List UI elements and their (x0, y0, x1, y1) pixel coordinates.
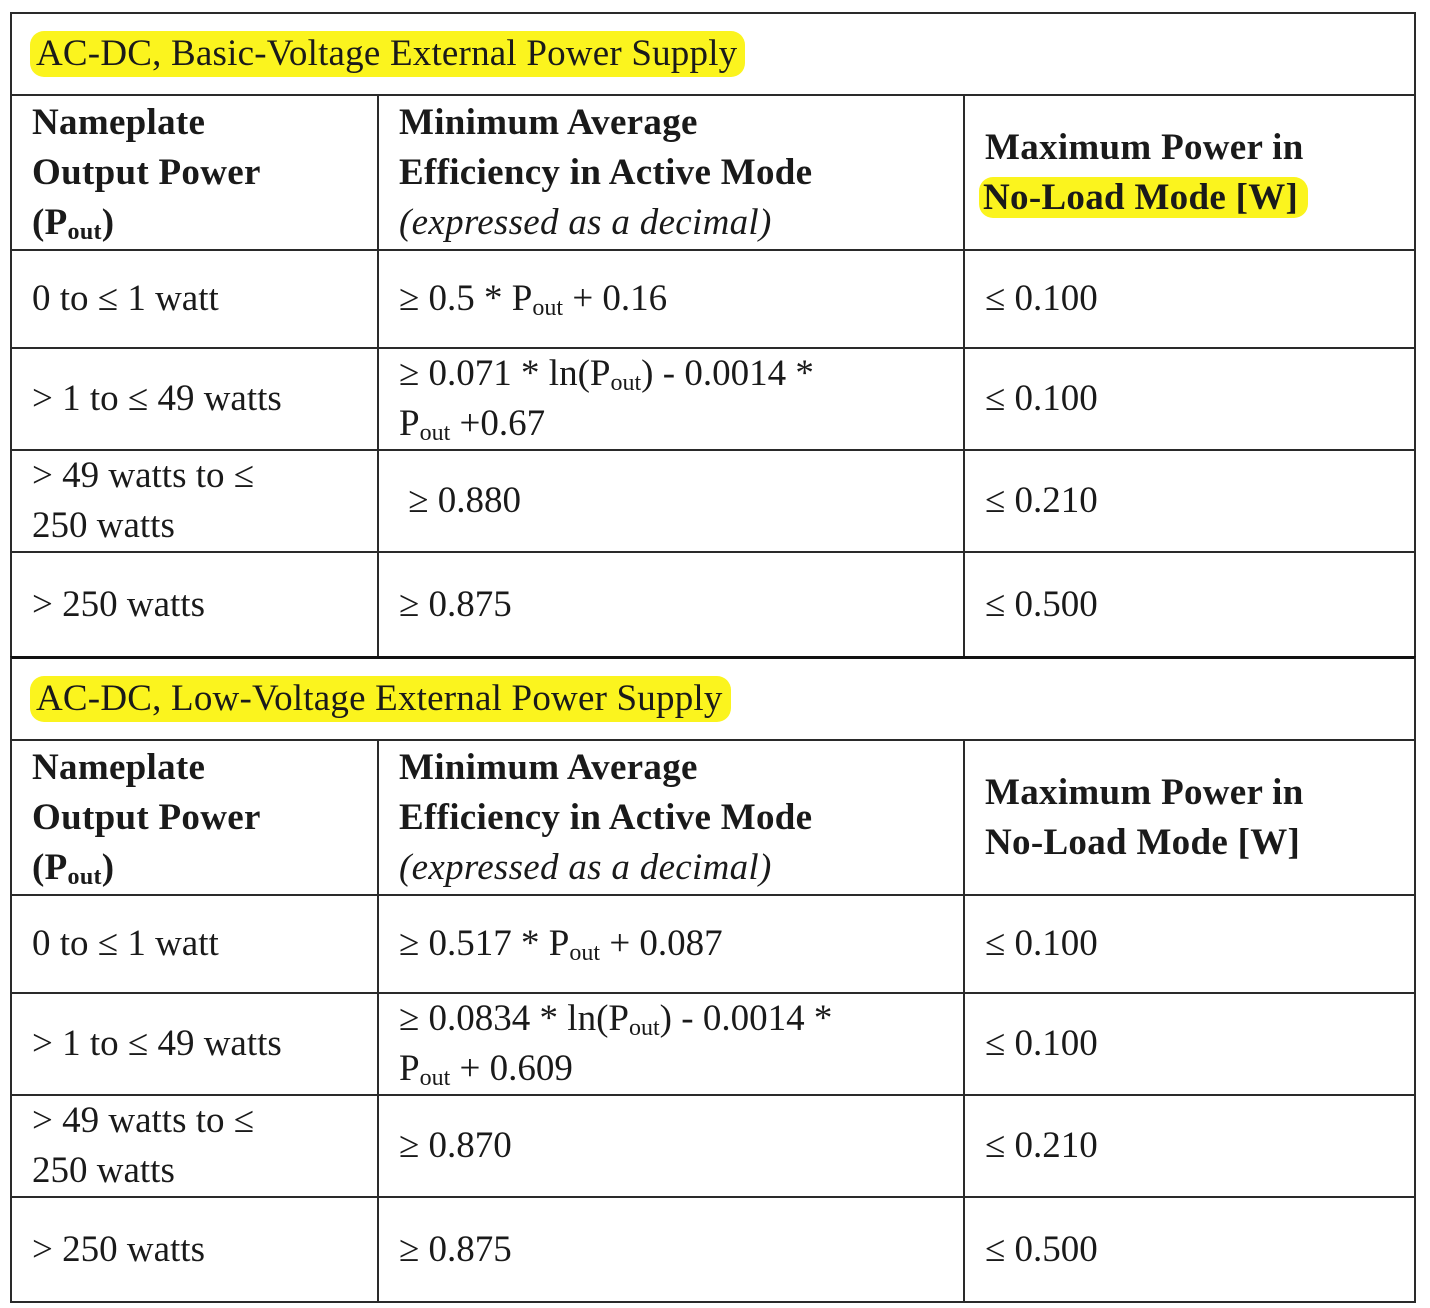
section-title-row (12, 659, 1414, 741)
noload-cell: ≤ 0.500 (964, 552, 1414, 656)
header-text: Maximum Power in (985, 126, 1304, 168)
header-note: (expressed as a decimal) (399, 201, 772, 243)
table-row (12, 348, 1414, 450)
header-text: Minimum Average (399, 746, 698, 788)
document-page (10, 12, 1416, 1303)
noload-cell: ≤ 0.500 (964, 1197, 1414, 1301)
header-text: $(P_{out})$ (32, 201, 115, 245)
table-row (12, 450, 1414, 552)
noload-cell: ≤ 0.100 (964, 895, 1414, 993)
range-cell: 0 to ≤ 1 watt (12, 250, 378, 348)
table-row (12, 1197, 1414, 1301)
range-cell: > 1 to ≤ 49 watts (12, 348, 378, 450)
header-text: Nameplate (32, 746, 206, 788)
efficiency-cell: ≥ 0.875 (378, 1197, 964, 1301)
table-row (12, 895, 1414, 993)
noload-cell: ≤ 0.210 (964, 1095, 1414, 1197)
header-max-noload-power (964, 741, 1414, 895)
basic-voltage-section (10, 12, 1416, 658)
noload-cell: ≤ 0.100 (964, 250, 1414, 348)
header-max-noload-power (964, 96, 1414, 250)
range-cell: 0 to ≤ 1 watt (12, 895, 378, 993)
section-title: AC-DC, Low-Voltage External Power Supply (30, 676, 731, 722)
noload-cell: ≤ 0.100 (964, 348, 1414, 450)
efficiency-cell: ≥ $0.071 * \ln(P_{out}) - 0.0014$ * $P_{out} +0.67$ (378, 348, 964, 450)
table-row (12, 552, 1414, 656)
basic-voltage-table (12, 96, 1414, 656)
header-text: Output Power (32, 796, 261, 838)
header-min-avg-efficiency (378, 96, 964, 250)
range-cell: > 49 watts to ≤ 250 watts (12, 450, 378, 552)
table-row (12, 993, 1414, 1095)
header-text: Output Power (32, 151, 261, 193)
header-text: Efficiency in Active Mode (399, 796, 813, 838)
range-cell: > 49 watts to ≤ 250 watts (12, 1095, 378, 1197)
efficiency-cell: ≥ $0.517 * P_{out} + 0.087$ (378, 895, 964, 993)
efficiency-cell: ≥ 0.880 (378, 450, 964, 552)
noload-cell: ≤ 0.210 (964, 450, 1414, 552)
header-min-avg-efficiency (378, 741, 964, 895)
header-row (12, 96, 1414, 250)
efficiency-cell: ≥ $0.0834 * \ln(P_{out}) - 0.0014$ * $P_{out} + 0.609$ (378, 993, 964, 1095)
range-cell: > 1 to ≤ 49 watts (12, 993, 378, 1095)
header-text: Efficiency in Active Mode (399, 151, 813, 193)
header-nameplate-output-power (12, 96, 378, 250)
section-title-row (12, 14, 1414, 96)
range-cell: > 250 watts (12, 552, 378, 656)
low-voltage-section (10, 656, 1416, 1303)
efficiency-cell: ≥ 0.875 (378, 552, 964, 656)
header-text: Nameplate (32, 101, 206, 143)
header-text: Maximum Power in (985, 771, 1304, 813)
header-text: No-Load Mode [W] (985, 821, 1301, 863)
efficiency-cell: ≥ 0.870 (378, 1095, 964, 1197)
header-row (12, 741, 1414, 895)
header-text-highlighted: No-Load Mode [W] (979, 177, 1308, 218)
header-nameplate-output-power (12, 741, 378, 895)
table-row (12, 250, 1414, 348)
low-voltage-table (12, 741, 1414, 1301)
header-text: Minimum Average (399, 101, 698, 143)
noload-cell: ≤ 0.100 (964, 993, 1414, 1095)
header-text: $(P_{out})$ (32, 846, 115, 890)
section-title: AC-DC, Basic-Voltage External Power Supply (30, 31, 745, 77)
efficiency-cell: ≥ $0.5 * P_{out} + 0.16$ (378, 250, 964, 348)
range-cell: > 250 watts (12, 1197, 378, 1301)
header-note: (expressed as a decimal) (399, 846, 772, 888)
table-row (12, 1095, 1414, 1197)
